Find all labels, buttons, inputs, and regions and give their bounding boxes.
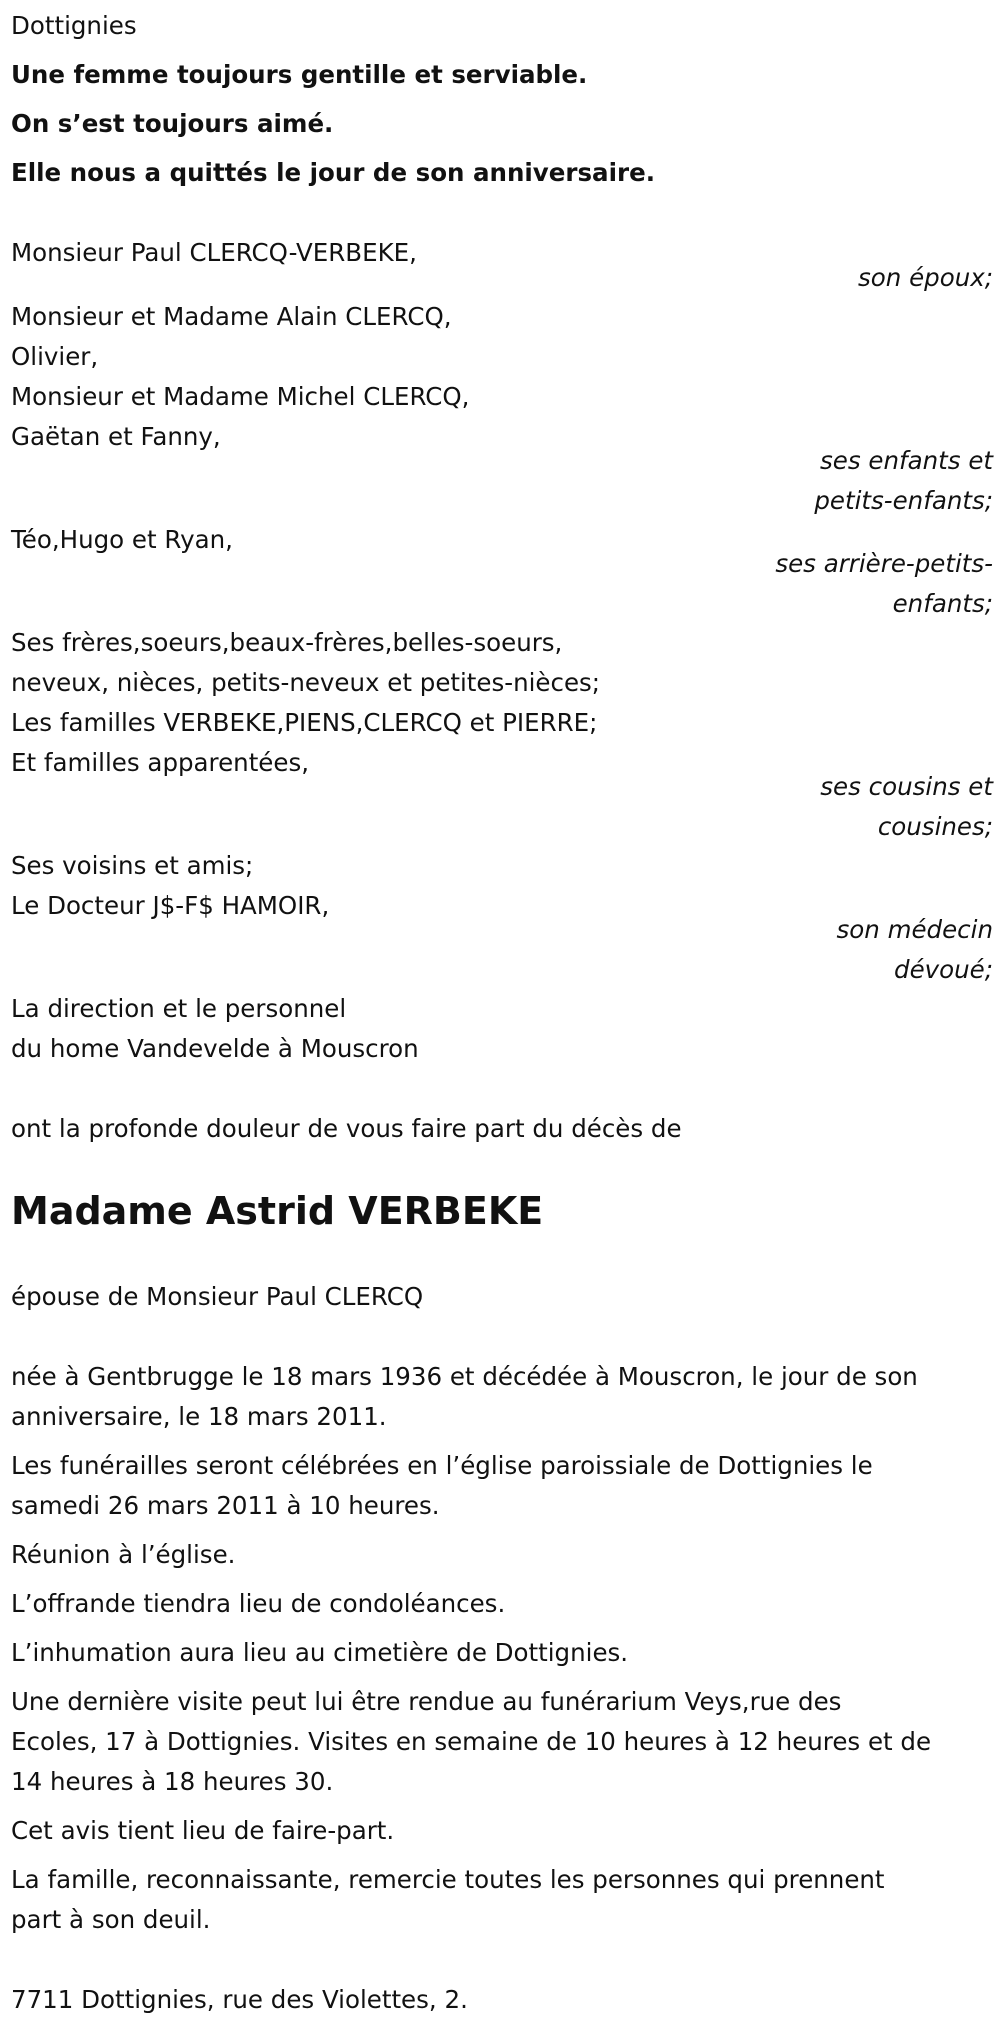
- children-line-4: Gaëtan et Fanny,: [11, 422, 221, 451]
- visit-line-3: 14 heures à 18 heures 30.: [11, 1767, 334, 1796]
- birth-line-1: née à Gentbrugge le 18 mars 1936 et décédée à Mouscron, le jour de son: [11, 1362, 918, 1391]
- staff-line-2: du home Vandevelde à Mouscron: [11, 1034, 419, 1063]
- children-role-2: petits-enfants;: [814, 486, 993, 515]
- great-grandchildren-role-2: enfants;: [892, 589, 993, 618]
- funeral-line-2: samedi 26 mars 2011 à 10 heures.: [11, 1491, 440, 1520]
- tagline-3: Elle nous a quittés le jour de son anniversaire.: [11, 158, 655, 187]
- spouse-role: son époux;: [858, 263, 993, 292]
- tagline-1: Une femme toujours gentille et serviable.: [11, 60, 588, 89]
- staff-line-1: La direction et le personnel: [11, 994, 347, 1023]
- doctor-line: Le Docteur J$-F$ HAMOIR,: [11, 891, 330, 920]
- spouse-name: Monsieur Paul CLERCQ-VERBEKE,: [11, 238, 417, 267]
- tagline-2: On s’est toujours aimé.: [11, 109, 334, 138]
- thanks-line-1: La famille, reconnaissante, remercie toutes les personnes qui prennent: [11, 1865, 885, 1894]
- visit-line-1: Une dernière visite peut lui être rendue au funérarium Veys,rue des: [11, 1687, 842, 1716]
- meeting-line: Réunion à l’église.: [11, 1540, 236, 1569]
- family-line-1: Ses frères,soeurs,beaux-frères,belles-soeurs,: [11, 628, 563, 657]
- thanks-line-2: part à son deuil.: [11, 1905, 211, 1934]
- children-line-2: Olivier,: [11, 342, 99, 371]
- address-line: 7711 Dottignies, rue des Violettes, 2.: [11, 1985, 468, 2014]
- notice-line: Cet avis tient lieu de faire-part.: [11, 1816, 395, 1845]
- city-heading: Dottignies: [11, 11, 137, 40]
- birth-line-2: anniversaire, le 18 mars 2011.: [11, 1402, 387, 1431]
- children-line-1: Monsieur et Madame Alain CLERCQ,: [11, 302, 452, 331]
- neighbors-line: Ses voisins et amis;: [11, 851, 254, 880]
- funeral-line-1: Les funérailles seront célébrées en l’église paroissiale de Dottignies le: [11, 1451, 873, 1480]
- family-line-3: Les familles VERBEKE,PIENS,CLERCQ et PIERRE;: [11, 708, 598, 737]
- burial-line: L’inhumation aura lieu au cimetière de Dottignies.: [11, 1638, 629, 1667]
- family-role-1: ses cousins et: [820, 772, 993, 801]
- deceased-name: Madame Astrid VERBEKE: [11, 1189, 544, 1233]
- family-line-2: neveux, nièces, petits-neveux et petites-nièces;: [11, 668, 601, 697]
- doctor-role-1: son médecin: [836, 915, 993, 944]
- offering-line: L’offrande tiendra lieu de condoléances.: [11, 1589, 506, 1618]
- children-line-3: Monsieur et Madame Michel CLERCQ,: [11, 382, 470, 411]
- family-role-2: cousines;: [877, 812, 993, 841]
- children-role-1: ses enfants et: [820, 446, 993, 475]
- announcement-intro: ont la profonde douleur de vous faire part du décès de: [11, 1114, 682, 1143]
- great-grandchildren-role-1: ses arrière-petits-: [775, 549, 993, 578]
- doctor-role-2: dévoué;: [894, 955, 993, 984]
- family-line-4: Et familles apparentées,: [11, 748, 309, 777]
- great-grandchildren: Téo,Hugo et Ryan,: [11, 525, 233, 554]
- spouse-of-line: épouse de Monsieur Paul CLERCQ: [11, 1282, 424, 1311]
- visit-line-2: Ecoles, 17 à Dottignies. Visites en semaine de 10 heures à 12 heures et de: [11, 1727, 932, 1756]
